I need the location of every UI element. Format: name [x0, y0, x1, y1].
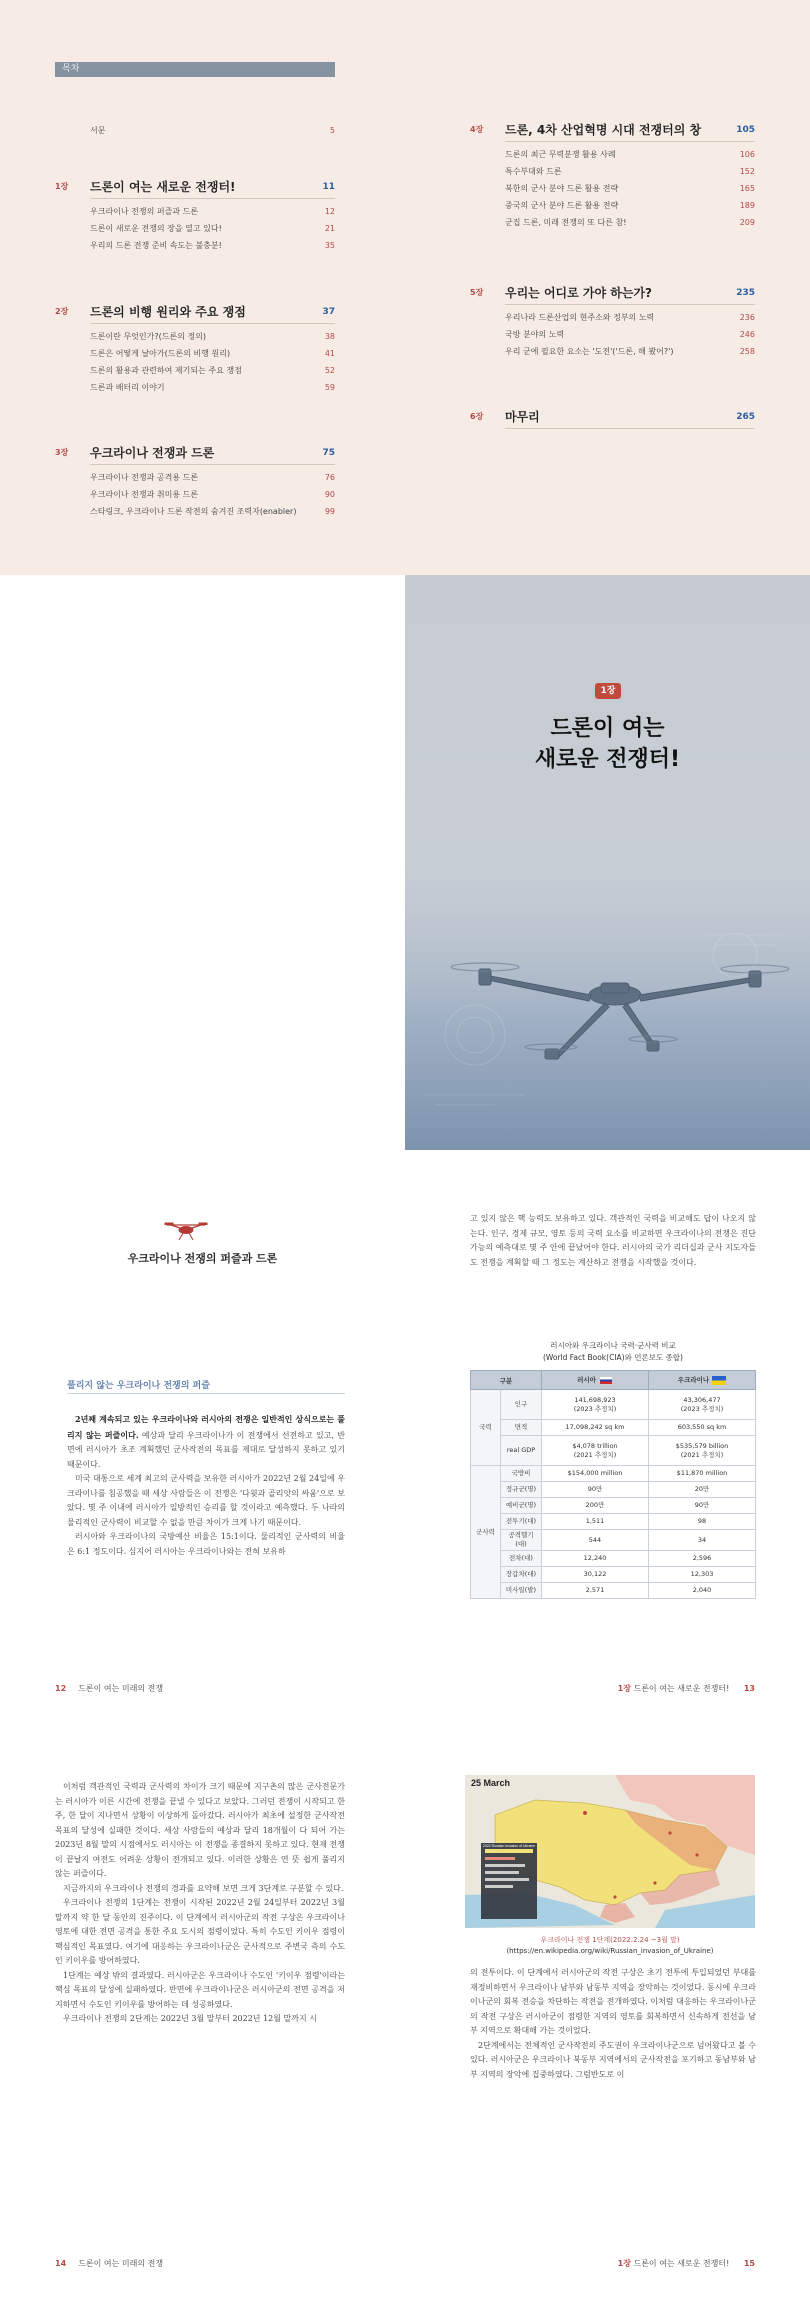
toc-item-title: 스타링크, 우크라이나 드론 작전의 숨겨진 조력자(enabler) [90, 507, 297, 516]
map-caption [465, 1935, 755, 1957]
toc-item-page: 152 [739, 167, 755, 176]
section-title: 우크라이나 전쟁의 퍼즐과 드론 [127, 1252, 278, 1265]
page-15-body [470, 1966, 756, 2082]
toc-item-title: 북한의 군사 분야 드론 활용 전략 [505, 184, 619, 193]
cell-russia: 30,122 [542, 1567, 649, 1583]
page-footer-left [55, 1683, 163, 1694]
chapter-title: 마무리 [505, 410, 540, 424]
cover-title-line: 드론이 여는 [550, 716, 665, 741]
chapter-number: 3장 [55, 448, 69, 457]
table-header-row [471, 1371, 756, 1390]
toc-item-title: 드론이 새로운 전쟁의 장을 열고 있다! [90, 224, 222, 233]
paragraph: 의 전투이다. 이 단계에서 러시아군의 작전 구상은 초기 전투에 투입되었던 부대를 재정비하면서 우크라이나 남부와 남동부 지역을 장악하는 것이었다. 동시에 우크라이나군의 회복 전승을 차단하는 작전을 전개하였다. 이처럼 대응하는 우크라이나군의 작전 구상은 러시아군이 점령한 지역의 영토를 회복하면서 신속하게 전선을 남부 지역으로 확대해 가는 것이었다. [470, 1968, 756, 2035]
cell-ukraine: 2,596 [649, 1551, 756, 1567]
table-header [542, 1371, 649, 1390]
toc-item-title: 드론은 어떻게 날아가(드론의 비행 원리) [90, 349, 231, 358]
cell-ukraine: 43,306,477 (2023 추정치) [649, 1390, 756, 1420]
chapter-number: 4장 [470, 125, 484, 134]
table-row [471, 1482, 756, 1498]
toc-item-page: 5 [329, 126, 335, 135]
toc-item-page: 246 [739, 330, 755, 339]
toc-item-title: 드론이란 무엇인가?(드론의 정의) [90, 332, 207, 341]
chapter-title: 드론이 여는 새로운 전쟁터! [633, 1684, 730, 1693]
table-header [649, 1371, 756, 1390]
toc-item-title: 우리의 드론 전쟁 준비 속도는 불충분! [90, 241, 222, 250]
toc-item-page: 90 [324, 490, 335, 499]
toc-chapter-1[interactable] [55, 178, 335, 196]
toc-item-page: 99 [324, 507, 335, 516]
row-label: 공격헬기(대) [501, 1530, 542, 1551]
toc-item-title: 우리 군에 필요한 요소는 '도전'('드론, 해 봤어?') [505, 347, 674, 356]
divider [90, 323, 335, 324]
toc-item-page: 209 [739, 218, 755, 227]
table-row [471, 1420, 756, 1436]
header-label: 우크라이나 [677, 1376, 710, 1385]
toc-item[interactable] [90, 472, 335, 484]
toc-item[interactable] [90, 382, 335, 394]
chapter-cover [405, 575, 810, 1150]
toc-item[interactable] [505, 329, 755, 341]
row-label: 전투기(대) [501, 1514, 542, 1530]
lead-sentence: 2년째 계속되고 있는 우크라이나와 러시아의 전쟁은 일반적인 상식으로는 풀리지 않는 퍼즐이다. [67, 1414, 345, 1440]
row-label: 미사일(발) [501, 1583, 542, 1599]
cell-russia: 17,098,242 sq km [542, 1420, 649, 1436]
divider [505, 141, 755, 142]
toc-chapter-5[interactable] [470, 284, 755, 302]
chapter-number: 2장 [55, 307, 69, 316]
divider [505, 304, 755, 305]
chapter-page: 105 [736, 125, 755, 135]
toc-item-page: 189 [739, 201, 755, 210]
paragraph: 미국 대통으로 세계 최고의 군사력을 보유한 러시아가 2022년 2월 24일에 우크라이나를 침공했을 때 세상 사람들은 이 전쟁은 '다윗과 골리앗의 싸움'으로 보았다. 몇 주 이내에 러시아가 일방적인 승리를 할 것이라고 예측했다. 두 나라의 물리적인 군사력이 비교할 수 없을 만큼 차이가 크게 나기 때문이다. [67, 1474, 345, 1527]
toc-item-title: 우크라이나 전쟁과 취미용 드론 [90, 490, 199, 499]
toc-item-page: 41 [324, 349, 335, 358]
chapter-page: 11 [322, 182, 335, 192]
row-group-label: 국력 [471, 1390, 501, 1466]
toc-item[interactable] [505, 200, 755, 212]
paragraph: 러시아와 우크라이나의 국방예산 비율은 15:1이다. 물리적인 군사력의 비율은 6:1 정도이다. 심지어 러시아는 우크라이나와는 전혀 보유하 [67, 1532, 345, 1556]
chapter-number: 1장 [55, 182, 69, 191]
chapter-title: 드론의 비행 원리와 주요 쟁점 [90, 305, 246, 319]
toc-item-page: 258 [739, 347, 755, 356]
paragraph: 고 있지 않은 핵 능력도 보유하고 있다. 객관적인 국력을 비교해도 답이 나오지 않는다. 인구, 경제 규모, 영토 등의 국력 요소를 비교하면 우크라이나의 전쟁은 진단가능의 예측대로 몇 주 안에 끝났어야 한다. 러시아의 국가 리더십과 군사 지도자들도 전쟁을 계획할 때 그 정도는 계산하고 전쟁을 시작했을 것이다. [470, 1214, 756, 1267]
page-12-body [67, 1412, 345, 1559]
cell-ukraine: $11,870 million [649, 1466, 756, 1482]
book-title: 드론이 여는 미래의 전쟁 [78, 1684, 164, 1693]
cell-ukraine: 34 [649, 1530, 756, 1551]
chapter-number: 6장 [470, 412, 484, 421]
chapter-page: 235 [736, 288, 755, 298]
table-row [471, 1514, 756, 1530]
toc-item[interactable] [90, 331, 335, 343]
table-row [471, 1498, 756, 1514]
toc-item-title: 우리나라 드론산업의 현주소와 정부의 노력 [505, 313, 655, 322]
chapter-cover-title [405, 713, 810, 775]
paragraph [67, 1412, 345, 1472]
footer-chapter: 1장 [617, 1684, 631, 1693]
row-label: 장갑차(대) [501, 1567, 542, 1583]
drone-icon [163, 1218, 209, 1244]
chapter-page: 75 [322, 448, 335, 458]
table-row [471, 1583, 756, 1599]
table-row [471, 1567, 756, 1583]
toc-item-page: 21 [324, 224, 335, 233]
toc-item[interactable] [90, 489, 335, 501]
toc-item-title: 우크라이나 전쟁과 공격용 드론 [90, 473, 199, 482]
chapter-title: 드론이 여는 새로운 전쟁터! [90, 180, 236, 194]
divider [505, 428, 755, 429]
toc-item-page: 76 [324, 473, 335, 482]
blank-page [0, 575, 405, 1150]
paragraph: 지금까지의 우크라이나 전쟁의 경과를 요약해 보면 크게 3단계로 구분할 수 있다. [63, 1883, 344, 1893]
row-label: 전차(대) [501, 1551, 542, 1567]
map-legend-title: 2022 Russian invasion of Ukraine [482, 1844, 536, 1848]
toc-item-title: 드론의 활용과 관련하여 제기되는 주요 쟁점 [90, 366, 242, 375]
toc-header-bar [55, 62, 335, 77]
toc-item[interactable] [90, 506, 335, 518]
cell-russia: 141,698,923 (2023 추정치) [542, 1390, 649, 1420]
toc-chapter-3[interactable] [55, 444, 335, 462]
map-caption-source[interactable]: (https://en.wikipedia.org/wiki/Russian_invasion_of_Ukraine) [506, 1947, 714, 1955]
divider [90, 198, 335, 199]
toc-item-page: 59 [324, 383, 335, 392]
toc-item-page: 38 [324, 332, 335, 341]
header-label: 러시아 [577, 1376, 596, 1385]
page-number: 15 [743, 2259, 755, 2268]
row-label: 정규군(명) [501, 1482, 542, 1498]
book-title: 드론이 여는 미래의 전쟁 [78, 2259, 164, 2268]
toc-item[interactable] [505, 183, 755, 195]
table-row [471, 1551, 756, 1567]
table-title: 러시아와 우크라이나 국력·군사력 비교 [550, 1341, 676, 1350]
toc-item[interactable] [505, 217, 755, 229]
row-label: 예비군(명) [501, 1498, 542, 1514]
subsection-heading: 풀리지 않는 우크라이나 전쟁의 퍼즐 [67, 1381, 210, 1391]
page-number: 12 [55, 1684, 67, 1693]
row-label: 면적 [501, 1420, 542, 1436]
row-label: real GDP [501, 1436, 542, 1466]
cell-russia: 544 [542, 1530, 649, 1551]
paragraph: 우크라이나 전쟁의 2단계는 2022년 3월 말부터 2022년 12월 말까지 시 [63, 2014, 317, 2023]
cover-title-line: 새로운 전쟁터! [534, 747, 681, 772]
toc-item-preface[interactable] [90, 125, 335, 137]
paragraph: 1단계는 예상 밖의 결과였다. 러시아군은 우크라이나 수도인 '키이우 점령'이라는 핵심 목표의 달성에 실패하였다. 반면에 우크라이나군은 러시아군의 전면 공격을 저지하면서 수도인 키이우를 방어하는 데 성공하였다. [55, 1970, 345, 2009]
table-source: (World Fact Book(CIA)와 언론보도 종합) [543, 1353, 683, 1362]
toc-item[interactable] [505, 346, 755, 358]
toc-item-title: 드론과 배터리 이야기 [90, 383, 165, 392]
cell-ukraine: 20만 [649, 1482, 756, 1498]
cell-ukraine: 603,550 sq km [649, 1420, 756, 1436]
comparison-table [470, 1370, 756, 1599]
paragraph-text: 예상과 달리 우크라이나가 이 전쟁에서 선전하고 있고, 반면에 러시아가 초조 계획했던 군사작전의 목표를 제대로 달성하지 못하고 있기 때문이다. [67, 1430, 345, 1469]
table-row [471, 1436, 756, 1466]
toc-item-title: 군집 드론, 미래 전쟁의 또 다른 참! [505, 218, 627, 227]
toc-item-title: 서문 [90, 126, 106, 135]
cell-ukraine: 12,303 [649, 1567, 756, 1583]
cell-ukraine: 90만 [649, 1498, 756, 1514]
toc-chapter-4[interactable] [470, 121, 755, 139]
chapter-title: 우리는 어디로 가야 하는가? [505, 286, 653, 300]
drone-photo-illustration [405, 895, 810, 1150]
chapter-title: 드론이 여는 새로운 전쟁터! [633, 2259, 730, 2268]
toc-item-page: 165 [739, 184, 755, 193]
cell-russia: $154,000 million [542, 1466, 649, 1482]
row-group-label: 군사력 [471, 1466, 501, 1599]
toc-item-title: 특수부대와 드론 [505, 167, 562, 176]
ukraine-flag-icon [712, 1376, 726, 1385]
toc-item[interactable] [90, 240, 335, 252]
cell-ukraine: 98 [649, 1514, 756, 1530]
toc-item[interactable] [90, 348, 335, 360]
paragraph: 2단계에서는 전체적인 군사작전의 주도권이 우크라이나군으로 넘어왔다고 볼 수 있다. 러시아군은 우크라이나 북동부 지역에서의 군사작전을 포기하고 동남부와 남부 지역의 장악에 집중하였다. 그럼반도로 이 [470, 2040, 756, 2079]
toc-item[interactable] [90, 206, 335, 218]
russia-flag-icon [599, 1376, 613, 1385]
toc-chapter-2[interactable] [55, 303, 335, 321]
toc-page [0, 0, 810, 575]
toc-item-page: 106 [739, 150, 755, 159]
map-date-label: 25 March [471, 1778, 511, 1788]
table-header: 구분 [471, 1371, 542, 1390]
divider [90, 464, 335, 465]
war-map-image [465, 1775, 755, 1928]
row-label: 국방비 [501, 1466, 542, 1482]
chapter-page: 37 [322, 307, 335, 317]
page-footer-right [618, 2258, 755, 2269]
page-number: 13 [743, 1684, 755, 1693]
toc-item-title: 드론의 최근 무력분쟁 활용 사례 [505, 150, 616, 159]
cell-russia: 12,240 [542, 1551, 649, 1567]
table-row [471, 1530, 756, 1551]
paragraph: 우크라이나 전쟁의 1단계는 전쟁이 시작된 2022년 2월 24일부터 2022년 3월 말까지 약 한 달 동안의 진주이다. 이 단계에서 러시아군의 작전 구상은 우크라이나 영토에 대한 전면 공격을 통한 주요 도시의 점령이었다. 특히 수도인 키이우 점령이 핵심적인 목표였다. 여기에 대응하는 우크라이나군은 군사적으로 주변국 측의 수도인 키이우를 방어하였다. [55, 1898, 345, 1965]
map-caption-title: 우크라이나 전쟁 1단계(2022.2.24 ~3월 말) [540, 1936, 680, 1944]
toc-item[interactable] [505, 149, 755, 161]
toc-item[interactable] [505, 166, 755, 178]
page-13-body [470, 1212, 756, 1270]
page-footer-right [618, 1683, 755, 1694]
toc-item[interactable] [90, 223, 335, 235]
toc-item-title: 우크라이나 전쟁의 퍼즐과 드론 [90, 207, 199, 216]
cell-ukraine: $535,579 billion (2021 추정치) [649, 1436, 756, 1466]
chapter-badge: 1장 [595, 683, 621, 699]
cell-russia: 1,511 [542, 1514, 649, 1530]
subsection-underline [67, 1393, 345, 1394]
page-footer-left [55, 2258, 163, 2269]
toc-item[interactable] [90, 365, 335, 377]
table-row [471, 1390, 756, 1420]
toc-item-title: 국방 분야의 노력 [505, 330, 565, 339]
paragraph: 이처럼 객관적인 국력과 군사력의 차이가 크기 때문에 지구촌의 많은 군사전문가는 러시아가 이른 시간에 전쟁을 끝낼 수 있다고 보았다. 그러던 전쟁이 시작되고 한 주, 한 달이 지나면서 상황이 이상하게 돌아갔다. 러시아가 최초에 설정한 군사작전 목표의 달성에 실패한 것이다. 세상 사람들의 예상과 달리 18개월이 다 되어 가는 2023년 8월 말의 시점에서도 러시아는 이 전쟁을 종결하지 못하고 있다. 현재 전쟁이 끝날지 여전도 어려운 상황이 전개되고 있다. 이러한 상황은 연 뜻 쉽게 풀리지 않는 퍼즐이다. [55, 1782, 345, 1878]
cell-ukraine: 2,040 [649, 1583, 756, 1599]
toc-item-title: 중국의 군사 분야 드론 활용 전략 [505, 201, 619, 210]
toc-chapter-6[interactable] [470, 408, 755, 426]
chapter-page: 265 [736, 412, 755, 422]
toc-item-page: 236 [739, 313, 755, 322]
chapter-number: 5장 [470, 288, 484, 297]
page-14-body [55, 1780, 345, 2027]
page-number: 14 [55, 2259, 67, 2268]
toc-item-page: 52 [324, 366, 335, 375]
toc-item-page: 12 [324, 207, 335, 216]
chapter-title: 우크라이나 전쟁과 드론 [90, 446, 215, 460]
cell-russia: 2,571 [542, 1583, 649, 1599]
table-caption [470, 1340, 756, 1364]
ukraine-map-illustration [465, 1775, 755, 1928]
footer-chapter: 1장 [617, 2259, 631, 2268]
table-row [471, 1466, 756, 1482]
cell-russia: $4,078 trillion (2021 추정치) [542, 1436, 649, 1466]
row-label: 인구 [501, 1390, 542, 1420]
chapter-title: 드론, 4차 산업혁명 시대 전쟁터의 창 [505, 123, 702, 137]
cell-russia: 200만 [542, 1498, 649, 1514]
toc-item-page: 35 [324, 241, 335, 250]
toc-item[interactable] [505, 312, 755, 324]
toc-header-label: 목차 [62, 64, 80, 74]
cell-russia: 90만 [542, 1482, 649, 1498]
